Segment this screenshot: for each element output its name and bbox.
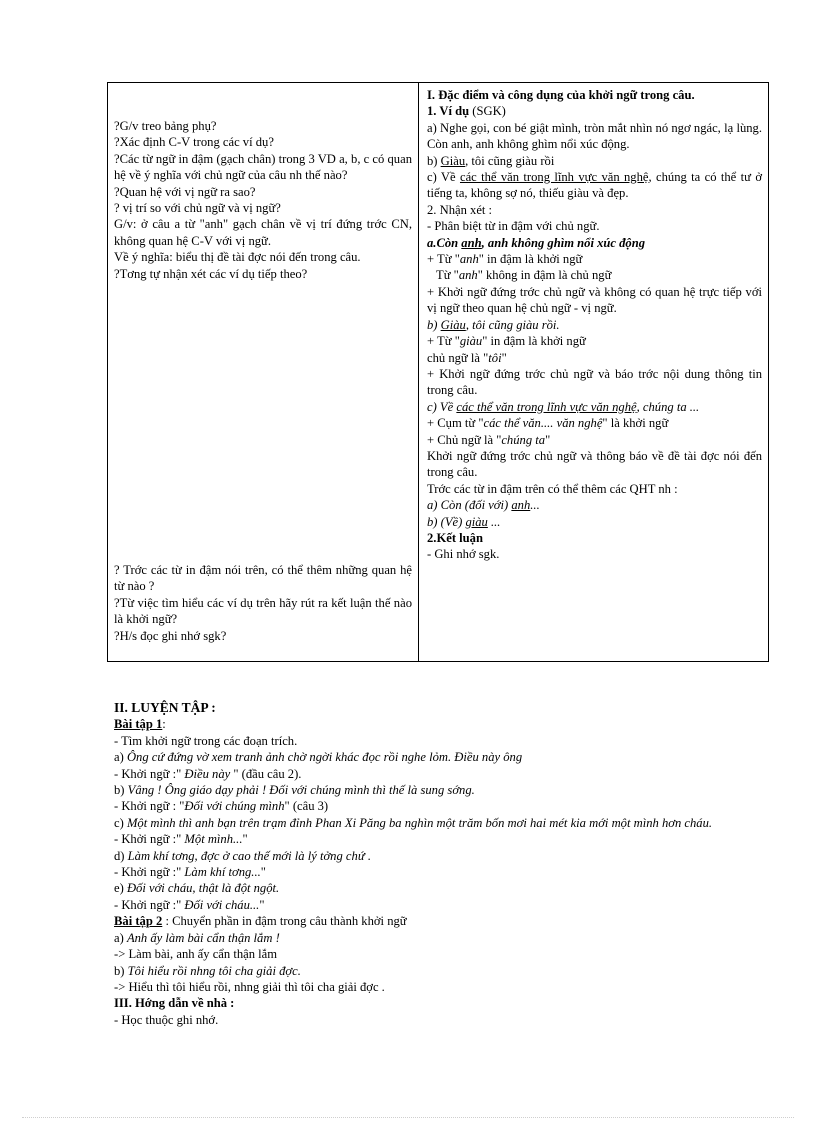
exercise-2-item: a) Anh ấy làm bài cẩn thận lắm !: [114, 930, 280, 945]
content-column: I. Đặc điểm và công dụng của khởi ngữ trong câu. 1. Ví dụ (SGK) a) Nghe gọi, con bé giật mình, tròn mắt nhìn nó ngơ ngác, lạ lùng. Còn anh, anh không ghìm nổi xúc động. b) Giàu, tôi cũng giàu rồi c) Về các thể văn trong lĩnh vực văn nghệ, chúng ta có thể tư ở tiếng ta, không sợ nó, thiếu giàu và đẹp. 2. Nhận xét : - Phân biệt từ in đậm với chủ ngữ. a.Còn anh, anh không ghìm nổi xúc động + Từ "anh" in đậm là khởi ngữ Từ "anh" không in đậm là chủ ngữ + Khởi ngữ đứng trớc chủ ngữ và không có quan hệ trực tiếp với vị ngữ theo quan hệ chủ ngữ - vị ngữ. b) Giàu, tôi cũng giàu rồi. + Từ "giàu" in đậm là khởi ngữ chủ ngữ là "tôi" + Khởi ngữ đứng trớc chủ ngữ và báo trớc nội dung thông tin trong câu. c) Về các thể văn trong lĩnh vực văn nghệ, chúng ta ... + Cụm từ "các thể văn.... văn nghệ" là khởi ngữ + Chủ ngữ là "chúng ta" Khởi ngữ đứng trớc chủ ngữ và thông báo về đề tài đợc nói đến trong câu. Trớc các từ in đậm trên có thể thêm các QHT nh : a) Còn (đối với) anh... b) (Về) giàu ... 2.Kết luận - Ghi nhớ sgk.: [419, 83, 769, 662]
exercise-1-answer: - Khởi ngữ :" Điều này " (đầu câu 2).: [114, 766, 302, 781]
lesson-row: [108, 83, 769, 662]
exercise-2-answer: -> Làm bài, anh ấy cẩn thận lắm: [114, 947, 278, 962]
exercise-1-answer: - Khởi ngữ :" Đối với cháu...": [114, 897, 265, 912]
analysis-c-heading: c) Về các thể văn trong lĩnh vực văn nghệ, chúng ta ...: [427, 399, 700, 414]
example-a: a) Nghe gọi, con bé giật mình, tròn mắt nhìn nó ngơ ngác, lạ lùng. Còn anh, anh không ghìm nổi xúc động.: [427, 120, 762, 152]
remark-title: 2. Nhận xét :: [427, 202, 493, 217]
analysis-b-line: chủ ngữ là "tôi": [427, 350, 507, 365]
exercise-1-item: d) Làm khí tơng, đợc ở cao thế mới là lý tởng chứ .: [114, 848, 371, 863]
analysis-b-line: + Khởi ngữ đứng trớc chủ ngữ và báo trớc nội dung thông tin trong câu.: [427, 366, 762, 398]
example-b-keyword: Giàu: [440, 153, 466, 168]
qht-b: b) (Về) giàu ...: [427, 514, 501, 529]
exercise-1-answer: - Khởi ngữ : "Đối với chúng mình" (câu 3): [114, 799, 329, 814]
exercise-1-item: e) Đối với cháu, thật là đột ngột.: [114, 881, 280, 896]
question-line: ?Các từ ngữ in đậm (gạch chân) trong 3 VD a, b, c có quan hệ về ý nghĩa với chủ ngữ của câu nh thế nào?: [114, 151, 412, 183]
section-heading: I. Đặc điểm và công dụng của khởi ngữ trong câu.: [427, 88, 695, 102]
qht-a: a) Còn (đối với) anh...: [427, 498, 540, 513]
question-line: ? vị trí so với chủ ngữ và vị ngữ?: [114, 201, 281, 216]
analysis-a-line: Từ "anh" không in đậm là chủ ngữ: [436, 268, 612, 283]
exercise-1-item: b) Vâng ! Ông giáo dạy phải ! Đối với chúng mình thì thế là sung sớng.: [114, 783, 475, 798]
analysis-c-line: Khởi ngữ đứng trớc chủ ngữ và thông báo về đề tài đợc nói đến trong câu.: [427, 448, 762, 480]
analysis-b-line: + Từ "giàu" in đậm là khởi ngữ: [427, 334, 586, 349]
question-line: ?Từ việc tìm hiểu các ví dụ trên hãy rút ra kết luận thế nào là khởi ngữ?: [114, 595, 412, 627]
analysis-a-line: + Khởi ngữ đứng trớc chủ ngữ và không có quan hệ trực tiếp với vị ngữ theo quan hệ chủ ngữ - vị ngữ.: [427, 284, 762, 316]
example-title: 1. Ví dụ: [427, 104, 470, 119]
exercise-2-item: b) Tôi hiểu rồi nhng tôi cha giải đợc.: [114, 963, 301, 978]
teacher-questions-column: [108, 83, 419, 662]
example-note: (SGK): [472, 104, 506, 119]
exercise-1-item: a) Ông cứ đứng vờ xem tranh ảnh chờ ngời khác đọc rồi nghe lỏm. Điều này ông: [114, 750, 523, 765]
question-line: ?Quan hệ với vị ngữ ra sao?: [114, 184, 256, 199]
teacher-questions-top: [114, 118, 412, 282]
remark-intro: - Phân biệt từ in đậm với chủ ngữ.: [427, 219, 600, 234]
exercise-2-heading: Bài tập 2 : Chuyển phần in đậm trong câu thành khởi ngữ: [114, 914, 407, 929]
lesson-table: [107, 82, 769, 662]
exercise-1-task: - Tìm khởi ngữ trong các đoạn trích.: [114, 733, 298, 748]
conclusion-text: - Ghi nhớ sgk.: [427, 547, 500, 562]
question-line: ?Tơng tự nhận xét các ví dụ tiếp theo?: [114, 266, 308, 281]
analysis-c-line: + Cụm từ "các thể văn.... văn nghệ" là khởi ngữ: [427, 416, 669, 431]
question-line: ?H/s đọc ghi nhớ sgk?: [114, 628, 227, 643]
question-line: ?G/v treo bảng phụ?: [114, 119, 217, 133]
exercise-1-heading: Bài tập 1:: [114, 717, 166, 732]
question-line: G/v: ở câu a từ "anh" gạch chân về vị trí đứng trớc CN, không quan hệ C-V với vị ngữ.: [114, 217, 412, 248]
question-line: Về ý nghĩa: biểu thị đề tài đợc nói đến trong câu.: [114, 250, 361, 265]
question-line: ?Xác định C-V trong các ví dụ?: [114, 135, 274, 150]
analysis-b-heading: b) Giàu, tôi cũng giàu rồi.: [427, 317, 560, 332]
homework-title: III. Hớng dẫn về nhà :: [114, 996, 235, 1011]
analysis-a-line: + Từ "anh" in đậm là khởi ngữ: [427, 252, 583, 267]
exercise-1-answer: - Khởi ngữ :" Một mình...": [114, 832, 248, 847]
footer-divider: [22, 1117, 794, 1118]
qht-intro: Trớc các từ in đậm trên có thể thêm các QHT nh :: [427, 481, 678, 496]
teacher-questions-bottom: [114, 562, 412, 644]
analysis-c-line: + Chủ ngữ là "chúng ta": [427, 432, 551, 447]
exercise-1-item: c) Một mình thì anh bạn trên trạm đỉnh Phan Xi Păng ba nghìn một trăm bốn mơi hai mét kia mới một mình hơn cháu.: [114, 815, 713, 830]
practice-section: [114, 700, 764, 1028]
exercise-1-answer: - Khởi ngữ :" Làm khí tơng...": [114, 865, 266, 880]
analysis-a-heading: a.Còn anh, anh không ghìm nổi xúc động: [427, 235, 646, 250]
practice-title: II. LUYỆN TẬP :: [114, 700, 216, 715]
example-c-keyword: các thể văn trong lĩnh vực văn nghệ: [459, 170, 649, 185]
exercise-2-answer: -> Hiểu thì tôi hiểu rồi, nhng giải thì tôi cha giải đợc .: [114, 979, 385, 994]
conclusion-title: 2.Kết luận: [427, 530, 483, 545]
homework-task: - Học thuộc ghi nhớ.: [114, 1012, 219, 1027]
question-line: ? Trớc các từ in đậm nói trên, có thể thêm những quan hệ từ nào ?: [114, 563, 412, 594]
